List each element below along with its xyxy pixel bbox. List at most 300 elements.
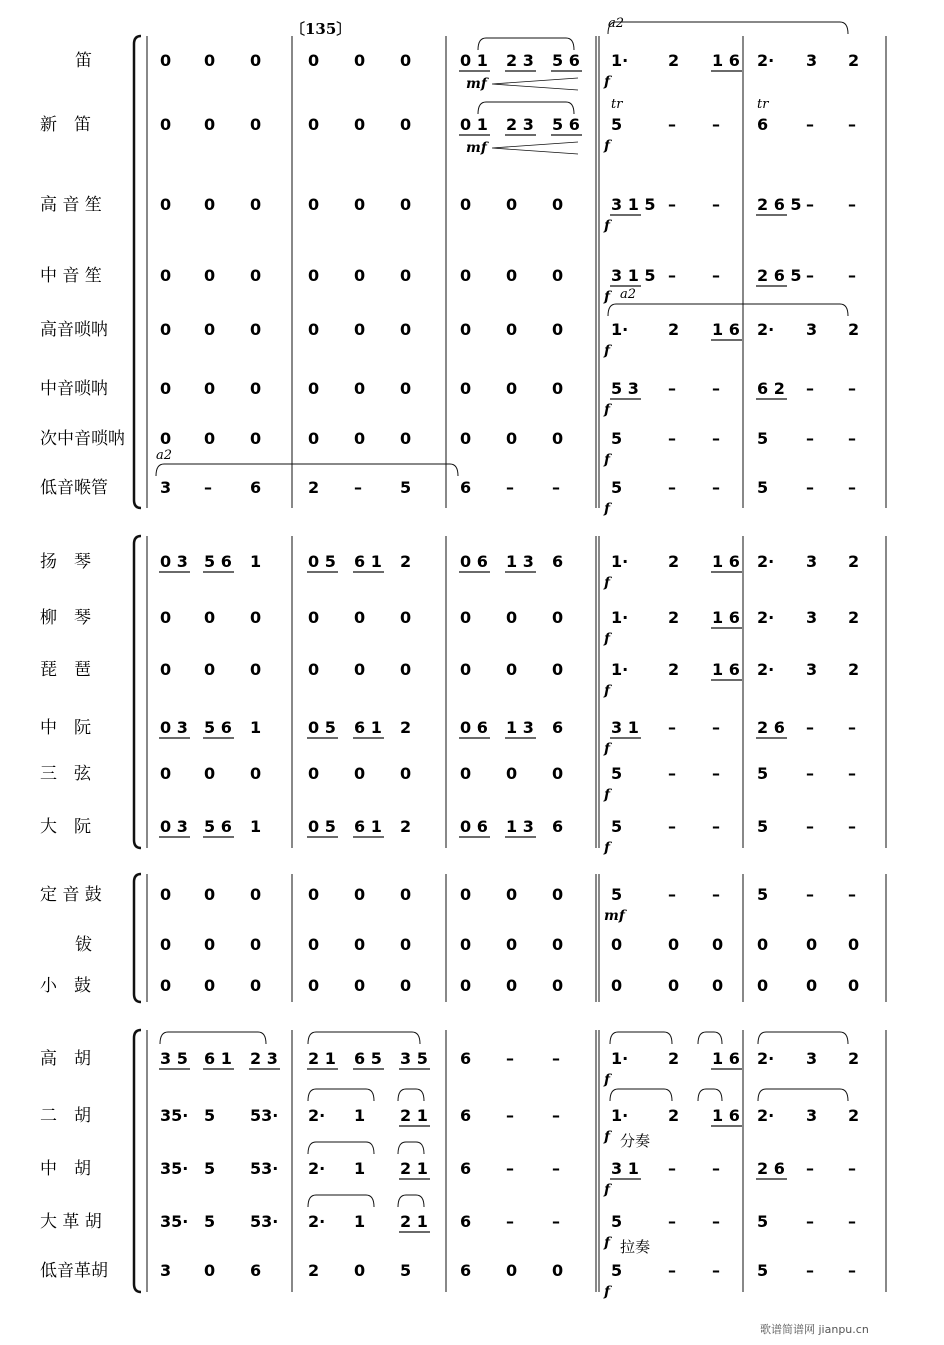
note: – — [668, 478, 676, 497]
note: 0 — [400, 976, 412, 995]
note: 5 — [611, 478, 623, 497]
note: 5 — [757, 1212, 769, 1231]
dynamic-marking: f — [604, 402, 611, 418]
slur — [308, 1089, 374, 1101]
note: 0 — [160, 764, 172, 783]
note: – — [552, 1159, 560, 1178]
note: 5 3 — [611, 379, 639, 398]
note: 2· — [757, 1106, 775, 1125]
note: 53· — [250, 1159, 279, 1178]
note: – — [848, 115, 856, 134]
note: – — [712, 115, 720, 134]
slur — [160, 1032, 266, 1044]
dynamic-marking: f — [604, 343, 611, 359]
note: 0 — [552, 660, 564, 679]
note: 35· — [160, 1159, 189, 1178]
note: 2 — [668, 552, 680, 571]
note: 2 — [668, 320, 680, 339]
dynamic-marking: mf — [466, 140, 487, 156]
note: 0 — [204, 764, 216, 783]
note: 5 — [204, 1159, 216, 1178]
note: 0 — [354, 266, 366, 285]
note: 6 — [250, 1261, 262, 1280]
note: 0 — [354, 608, 366, 627]
note: 0 — [160, 935, 172, 954]
dynamic-marking: f — [604, 787, 611, 803]
note: 2 1 — [400, 1106, 428, 1125]
slur — [308, 1195, 374, 1207]
note: 1 — [354, 1212, 366, 1231]
note: 0 — [354, 885, 366, 904]
note: 1 6 — [712, 51, 740, 70]
note: 5 6 — [204, 718, 232, 737]
note: – — [712, 1261, 720, 1280]
note: 0 — [308, 608, 320, 627]
note: 5 — [757, 817, 769, 836]
note: 0 — [506, 608, 518, 627]
note: 0 — [506, 195, 518, 214]
slur — [398, 1089, 424, 1101]
slur — [698, 1089, 722, 1101]
instrument-name: 高 胡 — [40, 1049, 91, 1069]
note: 0 — [611, 935, 623, 954]
note: – — [668, 1212, 676, 1231]
note: 5 6 — [204, 817, 232, 836]
note: 6 — [460, 1212, 472, 1231]
dynamic-marking: f — [604, 452, 611, 468]
note: 0 5 — [308, 552, 336, 571]
note: 2 6 5 — [757, 266, 802, 285]
note: 6 — [460, 1261, 472, 1280]
note: 2 6 — [757, 1159, 785, 1178]
note: – — [806, 718, 814, 737]
dynamic-marking: f — [604, 1129, 611, 1145]
note: 1· — [611, 552, 629, 571]
note: 5 — [611, 1212, 623, 1231]
note: 3 — [806, 320, 818, 339]
crescendo-hairpin — [492, 142, 578, 154]
note: – — [806, 1159, 814, 1178]
note: 5 — [757, 1261, 769, 1280]
note: 0 — [250, 320, 262, 339]
note: 0 — [400, 885, 412, 904]
note: 2 3 — [506, 51, 534, 70]
note: 0 — [308, 660, 320, 679]
slur — [758, 1089, 848, 1101]
note: 0 — [308, 379, 320, 398]
note: 5 — [611, 885, 623, 904]
note: 0 — [160, 885, 172, 904]
note: 0 — [611, 976, 623, 995]
note: – — [848, 817, 856, 836]
note: 1 6 — [712, 552, 740, 571]
note: 0 — [308, 320, 320, 339]
note: 0 — [308, 195, 320, 214]
note: – — [848, 1261, 856, 1280]
note: 5 — [757, 885, 769, 904]
note: 0 6 — [460, 817, 488, 836]
note: 0 — [552, 885, 564, 904]
note: 0 — [400, 379, 412, 398]
instrument-name: 高音唢呐 — [40, 320, 108, 340]
watermark: 歌谱简谱网 jianpu.cn — [760, 1323, 869, 1336]
note: 0 — [250, 608, 262, 627]
trill-marking: tr — [611, 97, 623, 112]
note: – — [806, 266, 814, 285]
note: 2 1 — [308, 1049, 336, 1068]
note: 0 — [308, 976, 320, 995]
note: 0 — [160, 195, 172, 214]
note: 6 — [460, 1049, 472, 1068]
note: 2 6 — [757, 718, 785, 737]
note: 0 — [160, 320, 172, 339]
note: – — [668, 195, 676, 214]
note: 6 1 — [354, 817, 382, 836]
note: 0 5 — [308, 817, 336, 836]
note: 0 — [506, 976, 518, 995]
note: 0 — [757, 976, 769, 995]
note: 0 — [250, 885, 262, 904]
note: 0 — [204, 429, 216, 448]
note: 0 — [250, 195, 262, 214]
note: 6 — [250, 478, 262, 497]
note: 3 1 5 — [611, 195, 656, 214]
note: 0 — [160, 115, 172, 134]
note: – — [668, 115, 676, 134]
note: – — [668, 1159, 676, 1178]
note: – — [668, 885, 676, 904]
note: – — [806, 195, 814, 214]
note: 0 — [308, 429, 320, 448]
note: 0 — [460, 608, 472, 627]
note: – — [848, 195, 856, 214]
note: 0 — [506, 429, 518, 448]
note: 0 — [204, 935, 216, 954]
note: 3 1 5 — [611, 266, 656, 285]
note: 1 3 — [506, 817, 534, 836]
note: 1· — [611, 660, 629, 679]
note: 0 — [250, 429, 262, 448]
note: – — [506, 1159, 514, 1178]
note: 6 2 — [757, 379, 785, 398]
dynamic-marking: f — [604, 840, 611, 856]
dynamic-marking: f — [604, 1182, 611, 1198]
note: – — [848, 1212, 856, 1231]
note: – — [668, 817, 676, 836]
note: 3 — [806, 1049, 818, 1068]
note: 1 6 — [712, 660, 740, 679]
dynamic-marking: mf — [604, 908, 625, 924]
note: 2· — [757, 320, 775, 339]
note: – — [354, 478, 362, 497]
note: 0 — [354, 379, 366, 398]
note: 0 — [552, 429, 564, 448]
note: 0 — [250, 379, 262, 398]
note: – — [668, 764, 676, 783]
note: 3 1 — [611, 1159, 639, 1178]
note: 0 — [460, 764, 472, 783]
note: – — [848, 266, 856, 285]
note: 2 1 — [400, 1212, 428, 1231]
note: 0 — [204, 1261, 216, 1280]
note: – — [668, 379, 676, 398]
note: 0 — [160, 266, 172, 285]
note: – — [806, 885, 814, 904]
instrument-name: 低音喉管 — [40, 478, 108, 498]
instrument-name: 次中音唢呐 — [40, 429, 125, 449]
note: 0 — [354, 51, 366, 70]
note: 1 6 — [712, 1106, 740, 1125]
note: 5 — [611, 429, 623, 448]
note: – — [712, 478, 720, 497]
note: 3 — [806, 1106, 818, 1125]
note: 2· — [757, 552, 775, 571]
instrument-name: 二 胡 — [40, 1106, 91, 1126]
note: – — [668, 266, 676, 285]
slur — [398, 1195, 424, 1207]
dynamic-marking: f — [604, 1072, 611, 1088]
group-bracket — [134, 1030, 141, 1292]
note: 5 — [611, 817, 623, 836]
instrument-name: 中 音 笙 — [40, 266, 102, 286]
note: – — [506, 1212, 514, 1231]
note: 0 — [204, 320, 216, 339]
slur — [308, 1032, 420, 1044]
note: 0 — [400, 608, 412, 627]
note: 0 — [806, 935, 818, 954]
note: 0 — [400, 429, 412, 448]
note: 0 — [204, 195, 216, 214]
note: 35· — [160, 1106, 189, 1125]
note: 0 — [160, 976, 172, 995]
note: 1 — [354, 1159, 366, 1178]
note: 0 — [250, 51, 262, 70]
note: 3 1 — [611, 718, 639, 737]
measure-number: 〔135〕 — [290, 20, 352, 38]
note: 0 — [354, 429, 366, 448]
note: 3 5 — [400, 1049, 428, 1068]
note: 5 6 — [204, 552, 232, 571]
note: 0 — [160, 608, 172, 627]
performance-note: 拉奏 — [620, 1238, 651, 1256]
note: 0 — [308, 935, 320, 954]
note: 0 3 — [160, 552, 188, 571]
note: 0 — [354, 660, 366, 679]
note: – — [204, 478, 212, 497]
note: 0 — [848, 935, 860, 954]
note: 0 — [460, 266, 472, 285]
note: 0 — [552, 935, 564, 954]
dynamic-marking: f — [604, 289, 611, 305]
note: 0 — [354, 764, 366, 783]
note: 2 1 — [400, 1159, 428, 1178]
note: – — [806, 379, 814, 398]
note: – — [848, 885, 856, 904]
note: 0 — [552, 379, 564, 398]
note: 3 — [806, 660, 818, 679]
note: 0 — [460, 935, 472, 954]
note: 2· — [308, 1212, 326, 1231]
note: 0 — [506, 764, 518, 783]
dynamic-marking: f — [604, 741, 611, 757]
note: 6 — [460, 1159, 472, 1178]
instrument-name: 新 笛 — [40, 115, 91, 135]
note: 6 — [552, 718, 564, 737]
note: 0 — [204, 976, 216, 995]
note: 0 3 — [160, 817, 188, 836]
note: 0 — [354, 115, 366, 134]
note: 2 — [308, 478, 320, 497]
note: – — [712, 1159, 720, 1178]
note: – — [552, 478, 560, 497]
note: – — [806, 429, 814, 448]
instrument-name: 中 阮 — [40, 718, 91, 738]
instrument-name: 钹 — [75, 935, 92, 955]
note: 1· — [611, 1106, 629, 1125]
note: – — [506, 1106, 514, 1125]
crescendo-hairpin — [492, 78, 578, 90]
note: 0 — [668, 976, 680, 995]
note: 5 — [757, 429, 769, 448]
note: 0 5 — [308, 718, 336, 737]
note: 53· — [250, 1212, 279, 1231]
note: 2 — [848, 608, 860, 627]
note: 2 — [668, 608, 680, 627]
dynamic-marking: f — [604, 1235, 611, 1251]
a2-phrase-line — [156, 464, 458, 476]
note: 3 — [806, 552, 818, 571]
note: – — [552, 1049, 560, 1068]
instrument-name: 扬 琴 — [40, 552, 91, 572]
note: 0 — [160, 51, 172, 70]
note: 5 6 — [552, 51, 580, 70]
note: 0 — [712, 935, 724, 954]
instrument-name: 琵 琶 — [40, 660, 91, 680]
note: 0 — [354, 935, 366, 954]
note: 0 — [308, 266, 320, 285]
note: 0 — [250, 115, 262, 134]
note: 3 5 — [160, 1049, 188, 1068]
note: 2 — [668, 51, 680, 70]
note: 0 — [668, 935, 680, 954]
note: 6 — [757, 115, 769, 134]
dynamic-marking: f — [604, 575, 611, 591]
note: 5 6 — [552, 115, 580, 134]
note: 0 — [400, 195, 412, 214]
note: – — [668, 1261, 676, 1280]
note: 0 1 — [460, 115, 488, 134]
slur — [478, 38, 574, 50]
trill-marking: tr — [757, 97, 769, 112]
note: 0 — [308, 764, 320, 783]
note: – — [506, 1049, 514, 1068]
slur — [308, 1142, 374, 1154]
note: 2 3 — [506, 115, 534, 134]
note: 53· — [250, 1106, 279, 1125]
note: – — [552, 1106, 560, 1125]
note: 0 — [552, 764, 564, 783]
dynamic-marking: f — [604, 138, 611, 154]
note: 2 — [400, 552, 412, 571]
note: 2 — [848, 320, 860, 339]
instrument-name: 笛 — [75, 51, 92, 71]
instrument-name: 高 音 笙 — [40, 195, 102, 215]
note: 5 — [204, 1212, 216, 1231]
note: – — [848, 718, 856, 737]
note: 6 1 — [354, 552, 382, 571]
note: 2 — [400, 718, 412, 737]
note: 5 — [611, 115, 623, 134]
note: 0 — [460, 660, 472, 679]
note: 2 3 — [250, 1049, 278, 1068]
note: 0 1 — [460, 51, 488, 70]
dynamic-marking: f — [604, 1284, 611, 1300]
note: 0 — [400, 115, 412, 134]
note: 2 6 5 — [757, 195, 802, 214]
note: 0 — [160, 660, 172, 679]
note: 3 — [160, 478, 172, 497]
note: 5 — [757, 478, 769, 497]
note: – — [848, 429, 856, 448]
note: 2 — [308, 1261, 320, 1280]
note: – — [806, 764, 814, 783]
note: 1 — [250, 552, 262, 571]
note: 2· — [308, 1159, 326, 1178]
note: 1 — [250, 718, 262, 737]
note: 0 6 — [460, 718, 488, 737]
dynamic-marking: f — [604, 631, 611, 647]
group-bracket — [134, 36, 141, 508]
note: – — [806, 1261, 814, 1280]
note: 0 — [506, 885, 518, 904]
notation-layer — [156, 22, 859, 1300]
note: 3 — [806, 51, 818, 70]
note: – — [848, 478, 856, 497]
note: 2 — [848, 51, 860, 70]
instrument-name: 大 革 胡 — [40, 1212, 102, 1232]
note: 0 — [204, 660, 216, 679]
note: 6 — [460, 1106, 472, 1125]
slur — [610, 1089, 672, 1101]
slur — [758, 1032, 848, 1044]
note: 0 — [250, 266, 262, 285]
instrument-name: 三 弦 — [40, 764, 91, 784]
instrument-name: 中音唢呐 — [40, 379, 108, 399]
note: – — [806, 1212, 814, 1231]
note: 0 — [460, 885, 472, 904]
note: 6 1 — [354, 718, 382, 737]
note: 0 — [460, 429, 472, 448]
note: 3 — [160, 1261, 172, 1280]
note: – — [848, 764, 856, 783]
note: – — [712, 266, 720, 285]
note: 0 — [552, 266, 564, 285]
note: 6 — [552, 552, 564, 571]
note: 0 6 — [460, 552, 488, 571]
group-bracket — [134, 536, 141, 848]
note: 1· — [611, 51, 629, 70]
note: 0 — [308, 115, 320, 134]
slur — [398, 1142, 424, 1154]
note: 1 — [250, 817, 262, 836]
note: 0 — [308, 51, 320, 70]
note: 1· — [611, 608, 629, 627]
note: 2 — [848, 1049, 860, 1068]
note: 2· — [757, 660, 775, 679]
note: 2 — [848, 552, 860, 571]
note: 6 1 — [204, 1049, 232, 1068]
note: – — [506, 478, 514, 497]
